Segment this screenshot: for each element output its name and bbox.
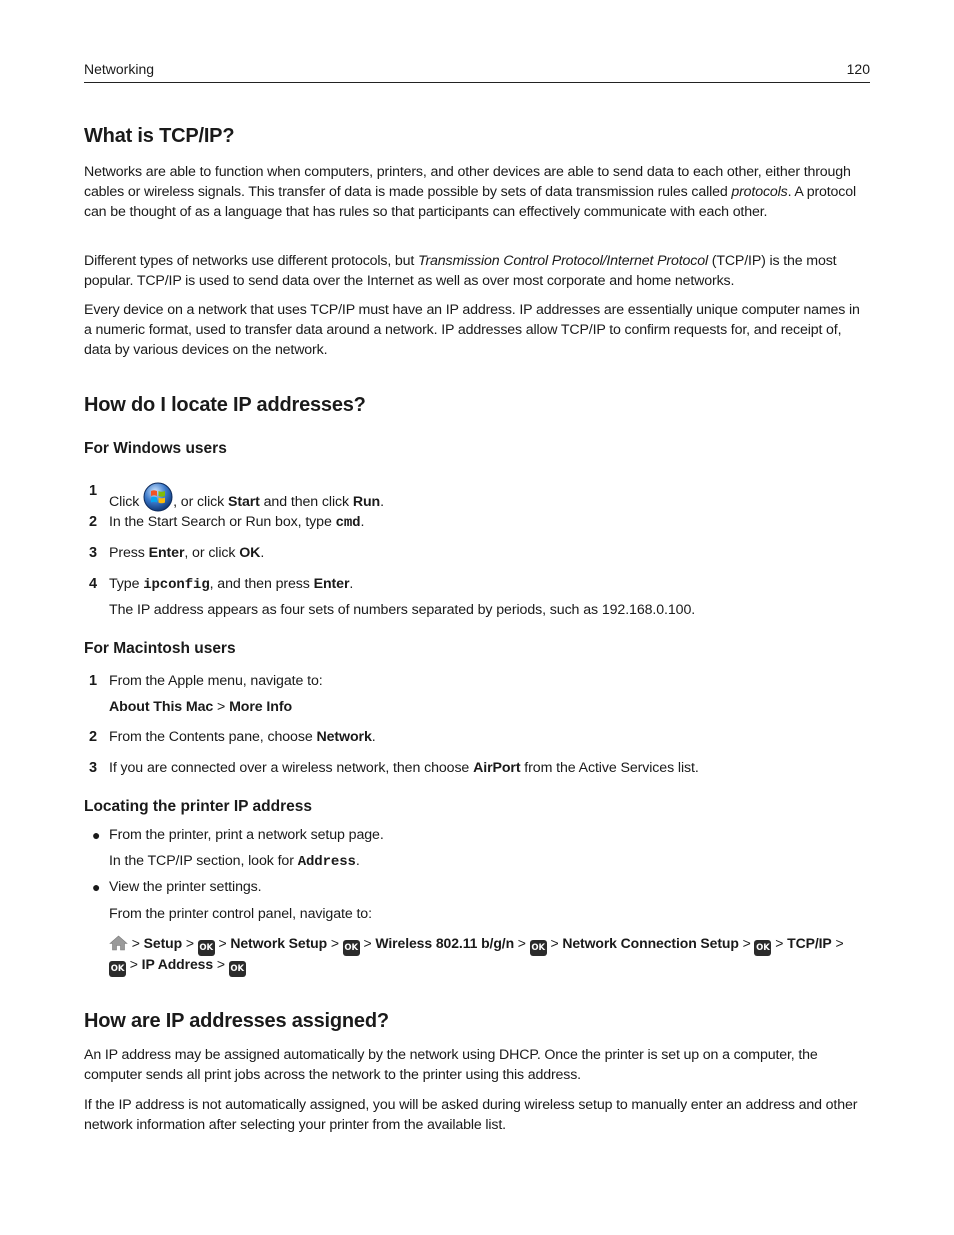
heading-locate-ip: How do I locate IP addresses? [84,394,366,416]
bullet-icon: ● [92,827,101,843]
printer-bullet-2-note: From the printer control panel, navigate to: [109,906,372,922]
heading-what-is-tcpip: What is TCP/IP? [84,125,235,147]
assigned-paragraph-2: If the IP address is not automatically assigned, you will be asked during wireless setup to manually enter an address and other network information after selecting your printer from the available list. [84,1097,858,1133]
subheading-mac-users: For Macintosh users [84,640,236,657]
tcpip-paragraph-1: Networks are able to function when computers, printers, and other devices are able to send data to each other, either through cables or wireless signals. This transfer of data is made possible by sets of data transmission rules called protocols. A protocol can be thought of as a language that has rules so that participants can effectively communicate with each other. [84,164,856,220]
tcpip-paragraph-3: Every device on a network that uses TCP/IP must have an IP address. IP addresses are essentially unique computer names in a numeric format, used to transfer data around a network. IP addresses allow TCP/IP to confirm requests for, and receipt of, data by various devices on the network. [84,302,860,358]
printer-bullet-2: View the printer settings. [109,879,262,895]
windows-step-2: In the Start Search or Run box, type cmd. [109,514,365,531]
subheading-printer-ip: Locating the printer IP address [84,798,312,815]
step-number: 2 [89,514,98,530]
ok-button-icon: OK [229,961,246,977]
heading-ip-assigned: How are IP addresses assigned? [84,1010,389,1032]
windows-step-3: Press Enter, or click OK. [109,545,265,561]
section-name: Networking [84,61,155,77]
printer-bullet-1: From the printer, print a network setup page. [109,827,384,843]
step-number: 1 [89,673,98,689]
mac-step-1-path: About This Mac > More Info [109,699,293,715]
ok-button-icon: OK [530,940,547,956]
subheading-windows-users: For Windows users [84,440,227,457]
step-number: 3 [89,760,98,776]
step-number: 2 [89,729,98,745]
step-number: 3 [89,545,98,561]
control-panel-path-line-2: OK > IP Address > OK [109,955,246,977]
windows-start-icon [143,482,173,512]
step-number: 1 [89,483,98,499]
control-panel-path-line-1: > Setup > OK > Network Setup > OK > Wireless 802.11 b/g/n > OK > Network Connection Setup > OK > TCP/IP > [109,934,844,956]
ok-button-icon: OK [754,940,771,956]
mac-step-2: From the Contents pane, choose Network. [109,729,376,745]
printer-bullet-1-note: In the TCP/IP section, look for Address. [109,853,360,870]
running-header [84,60,870,83]
home-icon [109,935,128,951]
mac-step-1: From the Apple menu, navigate to: [109,673,323,689]
windows-step-1: Click , or click Start and then click Run. [109,482,384,512]
windows-step-4-note: The IP address appears as four sets of numbers separated by periods, such as 192.168.0.100. [109,602,696,618]
ok-button-icon: OK [198,940,215,956]
tcpip-paragraph-2: Different types of networks use different protocols, but Transmission Control Protocol/Internet Protocol (TCP/IP) is the most popular. TCP/IP is used to send data over the Internet as well as over most corporate and home networks. [84,253,837,289]
ok-button-icon: OK [109,961,126,977]
step-number: 4 [89,576,98,592]
ok-button-icon: OK [343,940,360,956]
mac-step-3: If you are connected over a wireless network, then choose AirPort from the Active Services list. [109,760,699,776]
assigned-paragraph-1: An IP address may be assigned automatically by the network using DHCP. Once the printer is set up on a computer, the computer sends all print jobs across the network to the printer using this address. [84,1047,818,1083]
page-number: 120 [846,61,870,77]
windows-step-4: Type ipconfig, and then press Enter. [109,576,354,593]
bullet-icon: ● [92,879,101,895]
